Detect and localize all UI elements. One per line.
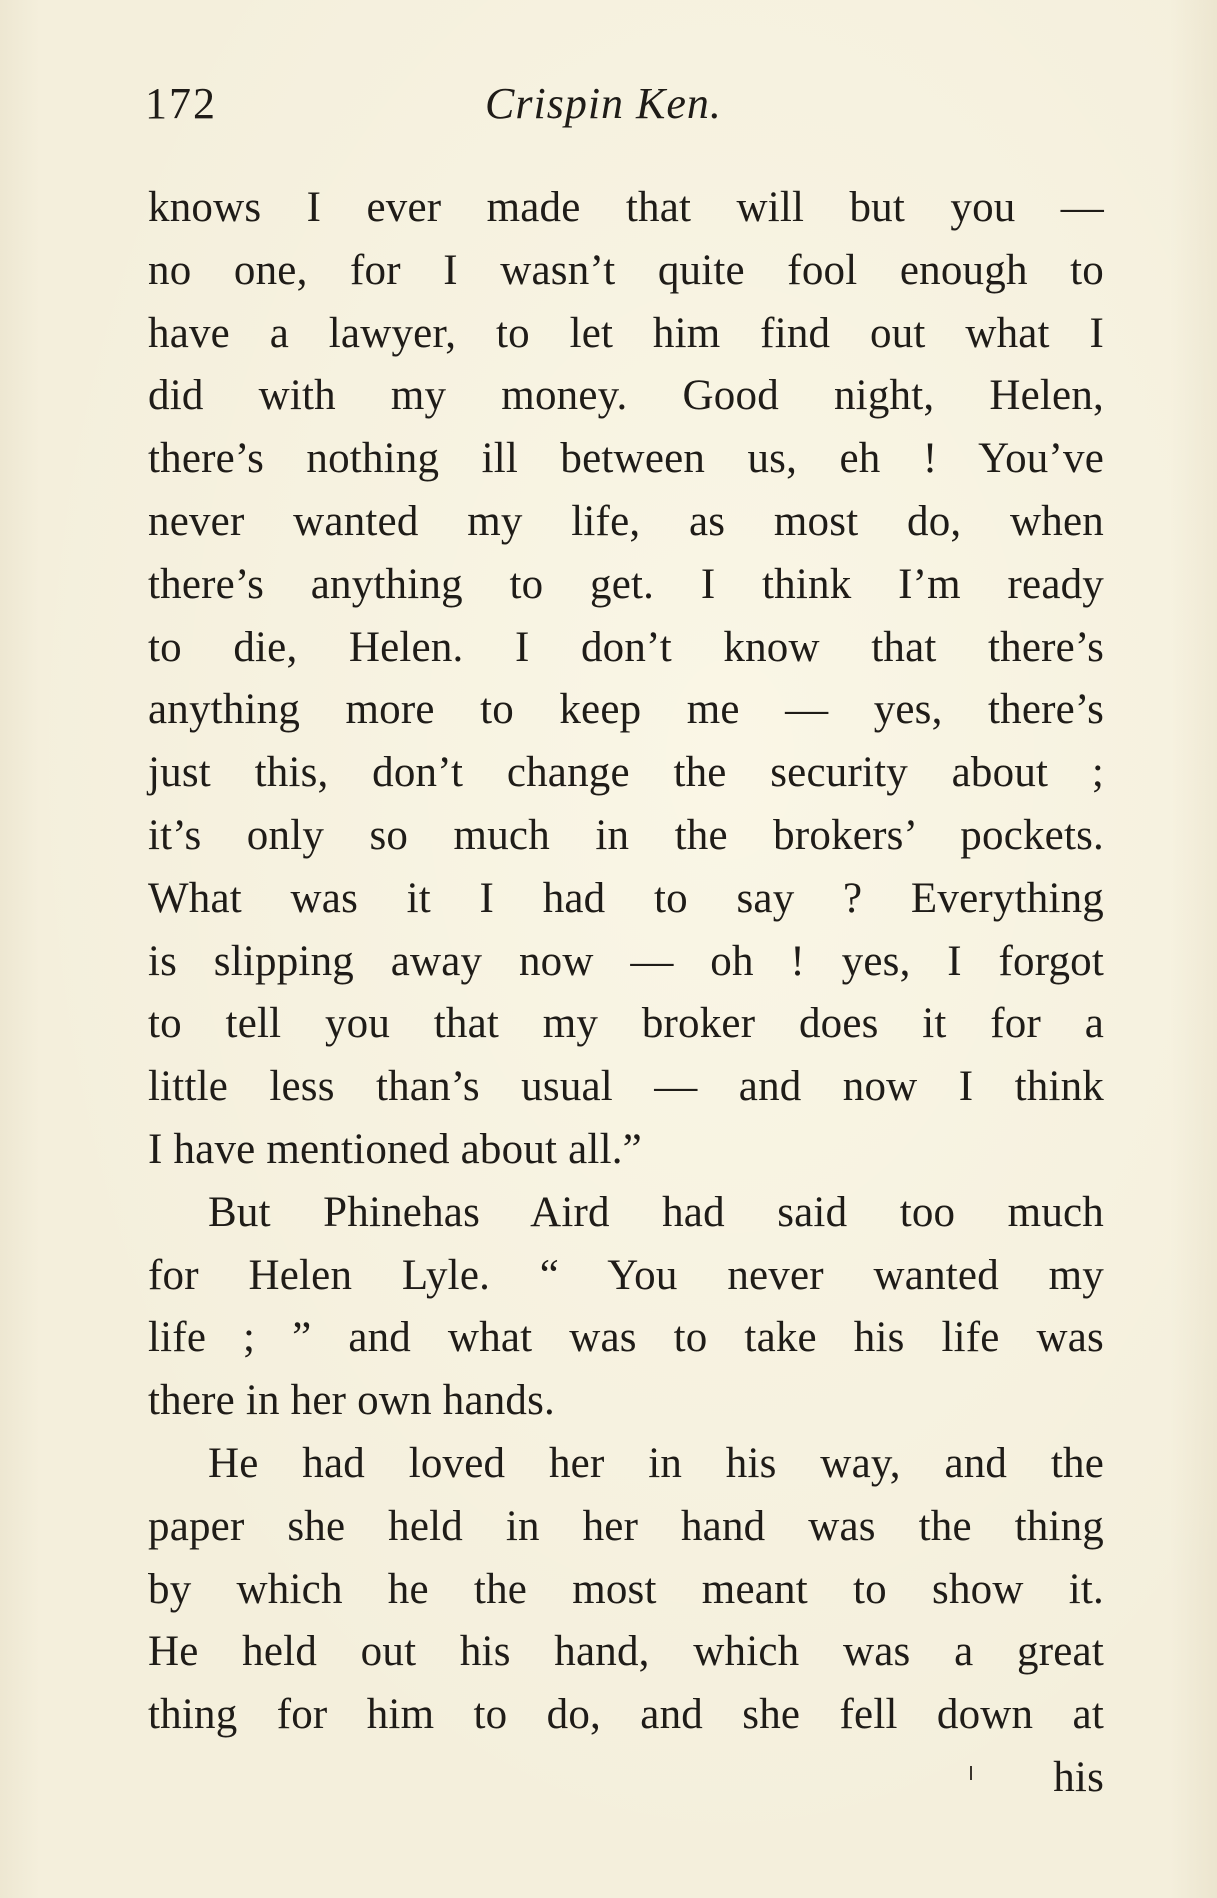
ink-speck [970,1766,972,1780]
running-title: Crispin Ken. [485,79,722,128]
text-line: there’s anything to get. I think I’m ready [148,560,1104,608]
text-line: there in her own hands. [148,1377,556,1425]
paragraph-start-line: He had loved her in his way, and the [208,1439,1104,1487]
running-head [145,78,1105,138]
text-line: little less than’s usual — and now I think [148,1063,1104,1111]
text-line: I have mentioned about all.” [148,1125,642,1173]
text-line: knows I ever made that will but you — [148,184,1104,231]
text-line: it’s only so much in the brokers’ pockets. [148,811,1104,859]
paragraph-start-line: But Phinehas Aird had said too much [208,1188,1104,1236]
text-line: paper she held in her hand was the thing [148,1502,1104,1550]
text-line: there’s nothing ill between us, eh ! You’ve [148,435,1104,483]
text-line: anything more to keep me — yes, there’s [148,686,1104,734]
text-line: just this, don’t change the security about ; [148,749,1104,797]
text-line: have a lawyer, to let him find out what I [148,309,1104,357]
page-number: 172 [145,79,217,128]
catchword: his [1053,1753,1104,1801]
text-line: for Helen Lyle. “ You never wanted my [148,1251,1104,1299]
text-line: by which he the most meant to show it. [148,1565,1104,1613]
text-line: is slipping away now — oh ! yes, I forgot [148,937,1104,985]
text-line: He held out his hand, which was a great [148,1628,1104,1676]
text-line: no one, for I wasn’t quite fool enough to [148,246,1104,294]
text-line: What was it I had to say ? Everything [148,874,1104,922]
text-line: did with my money. Good night, Helen, [148,372,1104,420]
text-line: life ; ” and what was to take his life was [148,1314,1104,1362]
text-line: to tell you that my broker does it for a [148,1000,1104,1048]
text-line: never wanted my life, as most do, when [148,497,1104,545]
text-line: to die, Helen. I don’t know that there’s [148,623,1104,671]
text-line: thing for him to do, and she fell down at [148,1691,1104,1739]
body-text [148,177,1104,1810]
